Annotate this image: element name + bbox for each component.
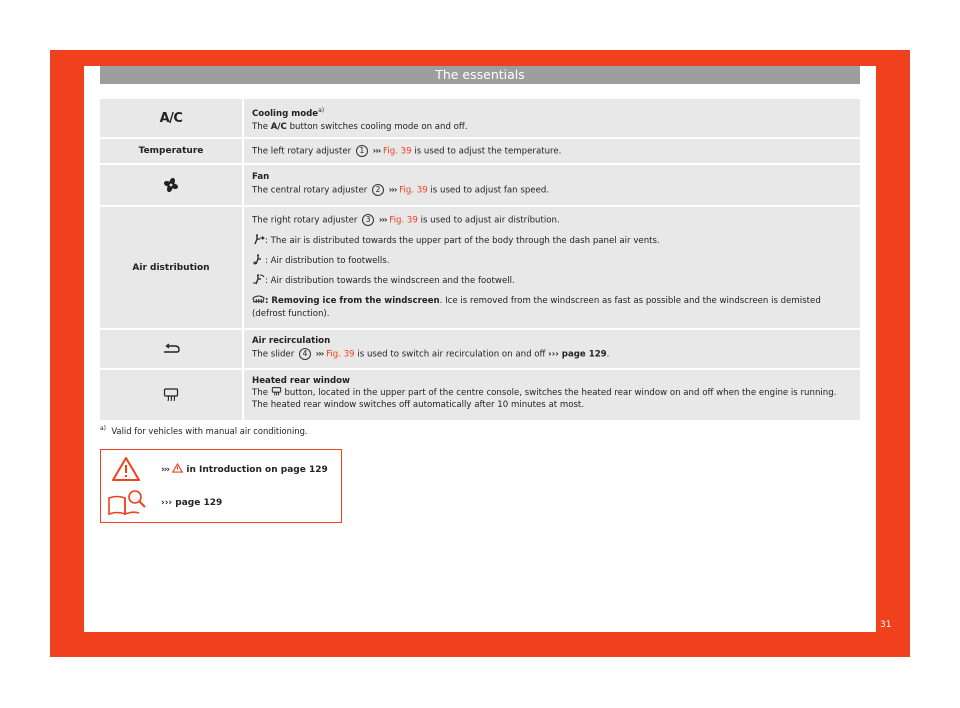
temperature-text-post: is used to adjust the temperature. [414,146,562,157]
controls-table [100,99,860,422]
air-distribution-label: Air distribution [100,207,244,328]
table-row-temperature [100,139,860,165]
page-reference-link[interactable]: ››› page 129 [548,349,607,360]
recirculation-text-pre: The slider [252,349,295,360]
ac-icon: A/C [159,110,183,126]
table-row-air-distribution [100,207,860,330]
recirculation-title: Air recirculation [252,336,331,346]
figure-link[interactable]: Fig. 39 [326,349,355,360]
rear-window-text-pre: The [252,388,268,398]
ac-footnote-mark: a) [318,107,325,114]
fan-label-cell [100,165,244,205]
rear-window-heating-icon [163,388,179,402]
ac-text-pre: The [252,121,268,132]
cross-ref-arrows: ››› [315,349,324,360]
fan-icon [163,177,179,193]
air-item-footwell: : Air distribution to footwells. [265,255,390,266]
air-distribution-text-cell [244,207,860,328]
adjuster-number-badge: 3 [362,214,374,226]
recirculation-text-mid: is used to switch air recirculation on and off [357,349,546,360]
rear-window-title: Heated rear window [252,376,350,386]
rear-window-text-post: button, located in the upper part of the centre console, switches the heated rear window on and off when the engine is running. The heated rear window switches off automatically after 10 minutes at most. [252,388,837,410]
air-item-upper-body: : The air is distributed towards the upper part of the body through the dash panel air vents. [265,235,660,246]
recirculation-icon [162,343,180,355]
ac-label-cell [100,99,244,137]
fan-text-pre: The central rotary adjuster [252,185,368,196]
rear-window-label-cell [100,370,244,420]
air-item-windscreen-footwell: : Air distribution towards the windscreen and the footwell. [265,275,515,286]
page-number: 31 [880,620,892,630]
air-upper-body-icon [252,234,265,245]
cross-ref-arrows: ››› [161,465,170,475]
ac-inline-icon: A/C [270,121,287,132]
table-row-recirculation [100,330,860,370]
fan-title: Fan [252,172,270,182]
temperature-text-pre: The left rotary adjuster [252,146,352,157]
table-row-fan [100,165,860,207]
manual-book-icon [107,488,147,516]
ac-text-cell [244,99,860,137]
footnote [100,425,308,436]
air-intro-post: is used to adjust air distribution. [420,215,560,226]
footnote-text: Valid for vehicles with manual air conditioning. [111,425,308,436]
ac-text-post: button switches cooling mode on and off. [289,121,468,132]
cross-ref-arrows: ››› [378,215,387,226]
adjuster-number-badge: 2 [372,184,384,196]
air-item-defrost-title: : Removing ice from the windscreen [265,295,440,306]
figure-link[interactable]: Fig. 39 [389,215,418,226]
cross-ref-arrows: ››› [388,185,397,196]
recirculation-text-cell [244,330,860,368]
rear-window-text-cell [244,370,860,420]
footnote-mark: a) [100,425,107,432]
fan-text-post: is used to adjust fan speed. [430,185,550,196]
temperature-text-cell [244,139,860,163]
rear-window-inline-icon [271,387,282,396]
recirculation-label-cell [100,330,244,368]
figure-link[interactable]: Fig. 39 [383,146,412,157]
manual-reference-line[interactable]: ››› page 129 [161,498,223,508]
air-footwell-icon [252,254,265,265]
table-row-ac [100,99,860,139]
air-item-defrost-text: . Ice is removed from the windscreen as fast as possible and the windscreen is demisted (defrost function). [252,295,821,319]
warning-triangle-inline-icon [172,463,183,473]
air-intro-pre: The right rotary adjuster [252,215,358,226]
warning-reference-text: in Introduction on page 129 [186,465,328,475]
warning-reference-line[interactable] [161,463,328,475]
section-header: The essentials [100,66,860,84]
air-windscreen-footwell-icon [252,274,265,285]
warning-reference-box [100,449,342,523]
temperature-label: Temperature [100,139,244,163]
warning-triangle-icon [111,456,141,482]
adjuster-number-badge: 1 [356,145,368,157]
ac-title: Cooling mode [252,108,319,119]
recirculation-text-end: . [606,349,610,360]
figure-link[interactable]: Fig. 39 [399,185,428,196]
table-row-heated-rear-window [100,370,860,422]
fan-text-cell [244,165,860,205]
slider-number-badge: 4 [299,348,311,360]
windscreen-defrost-icon [252,294,265,305]
cross-ref-arrows: ››› [372,146,381,157]
